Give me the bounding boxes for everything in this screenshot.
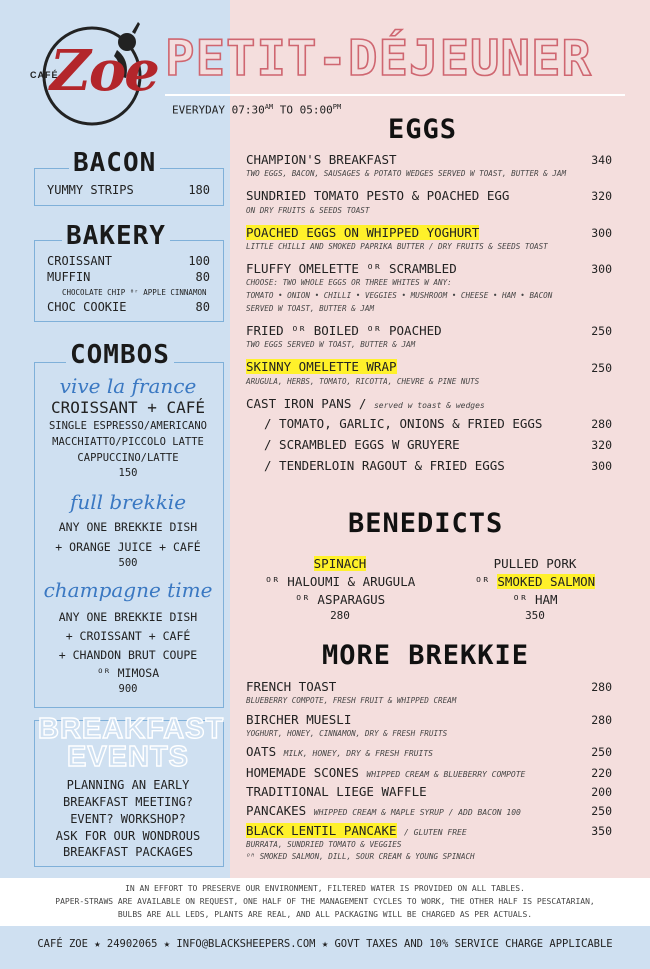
environment-notice (0, 878, 650, 926)
opening-hours: EVERYDAY $07:30^{AM}$ TO $05:00^{PM}$ (172, 103, 342, 117)
menu-item-price: 280 (591, 680, 612, 694)
notice-line: IN AN EFFORT TO PRESERVE OUR ENVIRONMENT, FILTERED WATER IS PROVIDED ON ALL TABLES. (125, 884, 525, 893)
combo-champagne-line: ANY ONE BREKKIE DISH (58, 610, 198, 624)
title-rule (165, 94, 625, 96)
menu-item-name: PANCAKES WHIPPED CREAM & MAPLE SYRUP / ADD BACON 100 (246, 803, 521, 818)
bacon-item-name: YUMMY STRIPS (47, 183, 134, 197)
events-line: EVENT? WORKSHOP? (70, 812, 186, 826)
logo-zoe-text: Zoe (50, 38, 158, 104)
bakery-item-price: 100 (188, 254, 210, 268)
combo-champagne-line: + CROISSANT + CAFÉ (65, 629, 191, 643)
menu-item-name: BLACK LENTIL PANCAKE / GLUTEN FREE (246, 823, 467, 838)
menu-item-desc: TWO EGGS, BACON, SAUSAGES & POTATO WEDGES SERVED W TOAST, BUTTER & JAM (246, 169, 567, 178)
benedict-right-line: ᴼᴿ HAM (512, 592, 558, 607)
combo-full-script: full brekkie (69, 490, 187, 514)
logo-cafe-text: CAFÉ (30, 70, 59, 80)
menu-item-name: TRADITIONAL LIEGE WAFFLE (246, 784, 427, 799)
cast-iron-price: 280 (591, 417, 612, 431)
benedict-right-line: ᴼᴿ SMOKED SALMON (474, 574, 596, 589)
muffin-note: CHOCOLATE CHIP ⁰ʳ APPLE CINNAMON (62, 288, 207, 297)
benedict-left-line: ᴼᴿ HALOUMI & ARUGULA (264, 574, 416, 589)
combo-champagne-line: + CHANDON BRUT COUPE (58, 648, 198, 662)
menu-item-price: 200 (591, 785, 612, 799)
menu-item-desc: BURRATA, SUNDRIED TOMATO & VEGGIES (246, 840, 402, 849)
menu-item-price: 320 (591, 189, 612, 203)
benedict-left-line: ᴼᴿ ASPARAGUS (294, 592, 386, 607)
events-line: BREAKFAST MEETING? (62, 795, 194, 809)
menu-item-name: POACHED EGGS ON WHIPPED YOGHURT (246, 225, 480, 240)
menu-item-price: 340 (591, 153, 612, 167)
bakery-item-price: 80 (195, 270, 210, 284)
combo-vive-line: CAPPUCCINO/LATTE (77, 452, 179, 464)
more-heading: MORE BREKKIE (322, 640, 530, 671)
menu-item-price: 280 (591, 713, 612, 727)
menu-item-name: SUNDRIED TOMATO PESTO & POACHED EGG (246, 188, 510, 203)
menu-item-name: FLUFFY OMELETTE ᴼᴿ SCRAMBLED (246, 261, 457, 276)
menu-item-price: 300 (591, 226, 612, 240)
events-line: BREAKFAST PACKAGES (62, 845, 194, 859)
combo-vive-script: vive la france (59, 374, 197, 398)
benedict-right-line: PULLED PORK (493, 556, 577, 571)
bacon-heading: BACON (69, 148, 160, 178)
menu-item-price: 250 (591, 804, 612, 818)
combo-full-line: ANY ONE BREKKIE DISH (58, 520, 198, 534)
menu-item-name: CHAMPION'S BREAKFAST (246, 152, 397, 167)
cookie-name: CHOC COOKIE (47, 300, 127, 314)
combos-heading: COMBOS (66, 340, 174, 370)
events-title: BREAKFAST EVENTS (38, 713, 225, 773)
combo-champagne-price: 900 (118, 683, 138, 695)
contact-info: CAFÉ ZOE ★ 24902065 ★ INFO@BLACKSHEEPERS.COM ★ GOVT TAXES AND 10% SERVICE CHARGE APPLICABLE (37, 938, 613, 950)
combo-full-line: + ORANGE JUICE + CAFÉ (55, 540, 201, 554)
combo-vive-line: SINGLE ESPRESSO/AMERICANO (48, 420, 208, 432)
menu-item-name: BIRCHER MUESLI (246, 712, 352, 727)
menu-item-desc: ON DRY FRUITS & SEEDS TOAST (246, 206, 370, 215)
combo-vive-price: 150 (118, 467, 138, 479)
events-line: ASK FOR OUR WONDROUS (55, 829, 201, 843)
eggs-heading: EGGS (388, 114, 458, 145)
benedict-left-line: SPINACH (313, 556, 367, 571)
benedicts-heading: BENEDICTS (348, 508, 504, 539)
notice-line: PAPER-STRAWS ARE AVAILABLE ON REQUEST, ONE HALF OF THE MANAGEMENT CYCLES TO WORK, THE OTHER HALF IS PESCATARIAN, (55, 897, 595, 906)
menu-item-price: 300 (591, 262, 612, 276)
cast-iron-item: / TENDERLOIN RAGOUT & FRIED EGGS (264, 458, 505, 473)
menu-item-desc: YOGHURT, HONEY, CINNAMON, DRY & FRESH FRUITS (246, 729, 448, 738)
cast-iron-item: / TOMATO, GARLIC, ONIONS & FRIED EGGS (264, 416, 543, 431)
menu-item-desc: LITTLE CHILLI AND SMOKED PAPRIKA BUTTER / DRY FRUITS & SEEDS TOAST (246, 242, 548, 251)
cafe-logo (22, 20, 157, 132)
menu-item-name: FRIED ᴼᴿ BOILED ᴼᴿ POACHED (246, 323, 442, 338)
combo-vive-line: MACCHIATTO/PICCOLO LATTE (52, 436, 204, 448)
combo-champagne-script: champagne time (43, 578, 213, 602)
menu-item-desc: ARUGULA, HERBS, TOMATO, RICOTTA, CHEVRE & PINE NUTS (246, 377, 480, 386)
bakery-heading: BAKERY (62, 221, 170, 251)
menu-item-price: 250 (591, 324, 612, 338)
menu-item-desc: ᴼᴿ SMOKED SALMON, DILL, SOUR CREAM & YOUNG SPINACH (246, 852, 475, 861)
benedict-right-price: 350 (525, 609, 545, 622)
page-title: PETIT-DÉJEUNER (165, 30, 593, 87)
cast-iron-price: 300 (591, 459, 612, 473)
menu-item-name: FRENCH TOAST (246, 679, 337, 694)
bakery-item-name: CROISSANT (47, 254, 113, 268)
combo-full-price: 500 (118, 557, 138, 569)
notice-line: BULBS ARE ALL LEDS, PLANTS ARE REAL, AND ALL PACKAGING WILL BE CHARGED AS PER ACTUALS. (117, 910, 533, 919)
combo-champagne-line: ᴼᴿ MIMOSA (96, 666, 160, 680)
cast-iron-heading: CAST IRON PANS / served w toast & wedges (246, 396, 485, 411)
combo-vive-title: CROISSANT + CAFÉ (50, 398, 206, 417)
events-line: PLANNING AN EARLY (66, 778, 190, 792)
menu-item-price: 350 (591, 824, 612, 838)
menu-item-price: 220 (591, 766, 612, 780)
cookie-price: 80 (195, 300, 210, 314)
cast-iron-item: / SCRAMBLED EGGS W GRUYERE (264, 437, 460, 452)
menu-item-desc: TOMATO • ONION • CHILLI • VEGGIES • MUSHROOM • CHEESE • HAM • BACON (246, 291, 553, 300)
cast-iron-price: 320 (591, 438, 612, 452)
menu-item-desc: BLUEBERRY COMPOTE, FRESH FRUIT & WHIPPED CREAM (246, 696, 457, 705)
bakery-item-name: MUFFIN (47, 270, 91, 284)
menu-item-price: 250 (591, 361, 612, 375)
bacon-item-price: 180 (188, 183, 210, 197)
menu-item-price: 250 (591, 745, 612, 759)
menu-item-name: HOMEMADE SCONES WHIPPED CREAM & BLUEBERRY COMPOTE (246, 765, 526, 780)
menu-item-desc: CHOOSE: TWO WHOLE EGGS OR THREE WHITES W ANY: (246, 278, 452, 287)
menu-item-name: OATS MILK, HONEY, DRY & FRESH FRUITS (246, 744, 433, 759)
menu-item-desc: SERVED W TOAST, BUTTER & JAM (246, 304, 375, 313)
menu-item-name: SKINNY OMELETTE WRAP (246, 359, 397, 374)
benedict-left-price: 280 (330, 609, 350, 622)
menu-item-desc: TWO EGGS SERVED W TOAST, BUTTER & JAM (246, 340, 416, 349)
